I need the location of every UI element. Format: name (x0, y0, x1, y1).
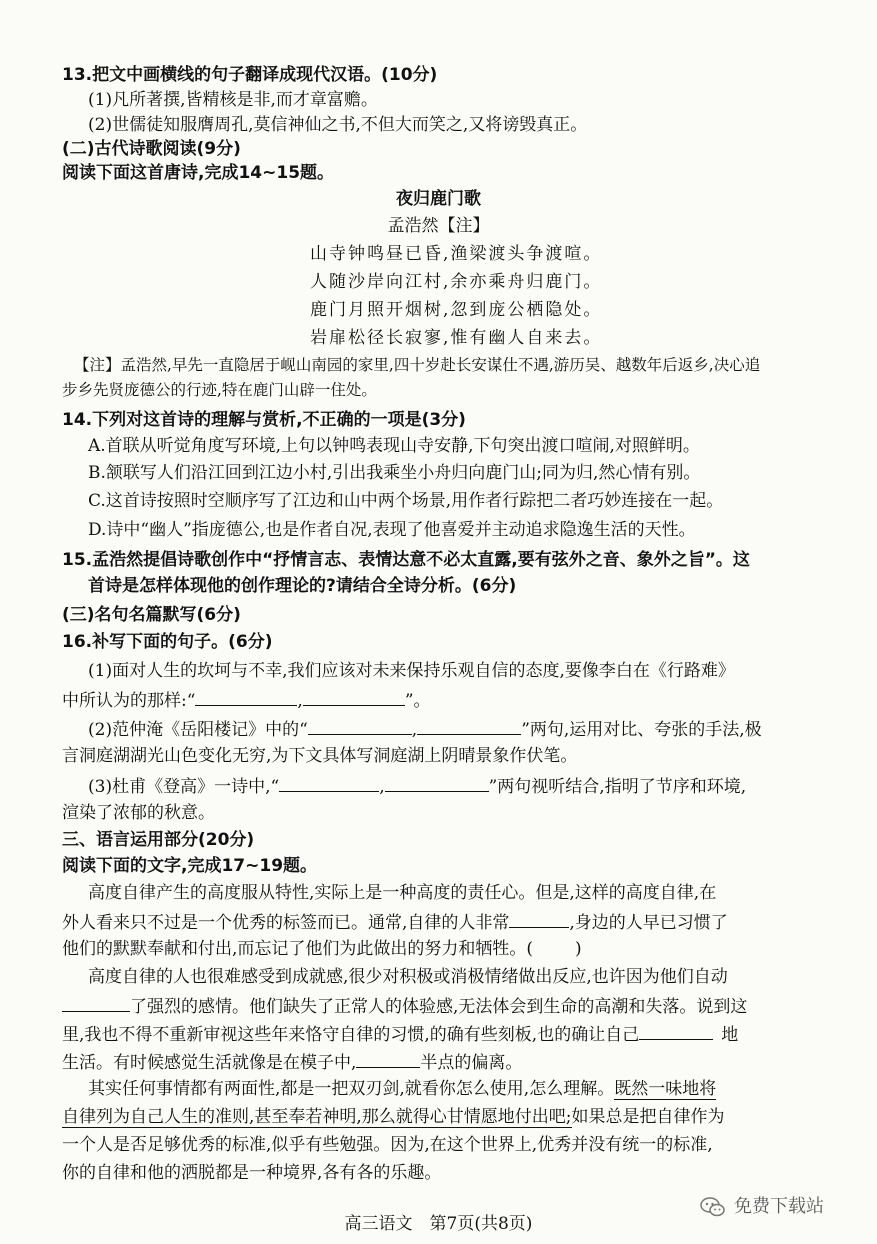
section-poetry-intro: 阅读下面这首唐诗,完成14~15题。 (62, 163, 335, 183)
q14-title: 14.下列对这首诗的理解与赏析,不正确的一项是(3分) (62, 410, 466, 430)
passage-p2-line-3: 里,我也不得不重新审视这些年来恪守自律的习惯,的确有些刻板,也的确让自己 地 (62, 1021, 738, 1047)
answer-blank[interactable] (509, 909, 569, 928)
q16-item-2-line-1: (2)范仲淹《岳阳楼记》中的“ , ”两句,运用对比、夸张的手法,极 (88, 716, 762, 742)
answer-blank[interactable] (279, 773, 379, 792)
answer-blank[interactable] (385, 773, 489, 792)
q14-option-c: C.这首诗按照时空顺序写了江边和山中两个场景,用作者行踪把二者巧妙连接在一起。 (88, 491, 724, 511)
poem-line: 岩扉松径长寂寥,惟有幽人自来去。 (310, 328, 603, 348)
answer-blank[interactable] (62, 993, 130, 1012)
passage-p3-line-4: 你的自律和他的洒脱都是一种境界,各有各的乐趣。 (62, 1163, 442, 1183)
q16-item-3-line-2: 渲染了浓郁的秋意。 (62, 803, 215, 823)
part-language-intro: 阅读下面的文字,完成17~19题。 (62, 856, 318, 876)
q13-sentence-2: (2)世儒徒知服膺周孔,莫信神仙之书,不但大而笑之,又将谤毁真正。 (88, 115, 588, 135)
q16-item-2-line-2: 言洞庭湖湖光山色变化无穷,为下文具体写洞庭湖上阴晴景象作伏笔。 (62, 746, 578, 766)
poem-note-line-1: 【注】孟浩然,早先一直隐居于岘山南园的家里,四十岁赴长安谋仕不遇,游历吴、越数年后返乡,决心追 (74, 356, 761, 374)
q16-item-1-line-1: (1)面对人生的坎坷与不幸,我们应该对未来保持乐观自信的态度,要像李白在《行路难》 (88, 661, 735, 681)
answer-blank[interactable] (356, 1049, 420, 1068)
watermark-text: 免费下载站 (734, 1196, 824, 1217)
poem-author: 孟浩然【注】 (387, 216, 490, 236)
q13-sentence-1: (1)凡所著撰,皆精核是非,而才章富赡。 (88, 90, 378, 110)
underlined-sentence: 既然一味地将 (614, 1079, 717, 1099)
underlined-sentence: 自律列为自己人生的准则,甚至奉若神明,那么就得心甘情愿地付出吧; (62, 1107, 572, 1127)
section-recitation-header: (三)名句名篇默写(6分) (62, 605, 241, 625)
poem-line: 人随沙岸向江村,余亦乘舟归鹿门。 (310, 272, 603, 292)
passage-p1-line-2: 外人看来只不过是一个优秀的标签而已。通常,自律的人非常 ,身边的人早已习惯了 (62, 909, 728, 935)
poem-line: 鹿门月照开烟树,忽到庞公栖隐处。 (310, 300, 603, 320)
passage-p2-line-4: 生活。有时候感觉生活就像是在模子中, 半点的偏离。 (62, 1049, 522, 1075)
poem-title: 夜归鹿门歌 (396, 189, 481, 209)
q14-option-d: D.诗中“幽人”指庞德公,也是作者自况,表现了他喜爱并主动追求隐逸生活的天性。 (88, 520, 696, 540)
section-poetry-header: (二)古代诗歌阅读(9分) (62, 139, 241, 159)
q13-title: 13.把文中画横线的句子翻译成现代汉语。(10分) (62, 65, 438, 85)
passage-p3-line-3: 一个人是否足够优秀的标准,似乎有些勉强。因为,在这个世界上,优秀并没有统一的标准, (62, 1135, 713, 1155)
q16-title: 16.补写下面的句子。(6分) (62, 632, 273, 652)
answer-blank[interactable] (417, 716, 521, 735)
answer-blank[interactable] (303, 687, 405, 706)
answer-blank[interactable] (639, 1021, 713, 1040)
passage-p3-line-2: 自律列为自己人生的准则,甚至奉若神明,那么就得心甘情愿地付出吧;如果总是把自律作为 (62, 1107, 725, 1127)
part-language-header: 三、语言运用部分(20分) (62, 830, 255, 850)
passage-p1-line-1: 高度自律产生的高度服从特性,实际上是一种高度的责任心。但是,这样的高度自律,在 (88, 883, 717, 903)
answer-blank[interactable] (195, 687, 297, 706)
q16-item-1-line-2: 中所认为的那样:“ , ”。 (62, 687, 431, 713)
q15-line-1: 15.孟浩然提倡诗歌创作中“抒情言志、表情达意不必太直露,要有弦外之音、象外之旨”。这 (62, 550, 750, 570)
passage-p1-line-3: 他们的默默奉献和付出,而忘记了他们为此做出的努力和牺牲。( ) (62, 939, 582, 959)
q16-item-3-line-1: (3)杜甫《登高》一诗中,“ , ”两句视听结合,指明了节序和环境, (88, 773, 746, 799)
passage-p3-line-1: 其实任何事情都有两面性,都是一把双刃剑,就看你怎么使用,怎么理解。既然一味地将 (88, 1079, 717, 1099)
q14-option-a: A.首联从听觉角度写环境,上句以钟鸣表现山寺安静,下句突出渡口喧闹,对照鲜明。 (88, 436, 700, 456)
poem-note-line-2: 步乡先贤庞德公的行迹,特在鹿门山辟一住处。 (62, 381, 377, 399)
answer-blank[interactable] (308, 716, 412, 735)
poem-line: 山寺钟鸣昼已昏,渔梁渡头争渡喧。 (310, 244, 603, 264)
q15-line-2: 首诗是怎样体现他的创作理论的?请结合全诗分析。(6分) (88, 576, 517, 596)
q14-option-b: B.颔联写人们沿江回到江边小村,引出我乘坐小舟归向鹿门山;同为归,然心情有别。 (88, 463, 701, 483)
page-footer: 高三语文 第7页(共8页) (344, 1214, 533, 1234)
passage-p2-line-2: 了强烈的感情。他们缺失了正常人的体验感,无法体会到生命的高潮和失落。说到这 (62, 993, 747, 1019)
passage-p2-line-1: 高度自律的人也很难感受到成就感,很少对积极或消极情绪做出反应,也许因为他们自动 (88, 967, 728, 987)
